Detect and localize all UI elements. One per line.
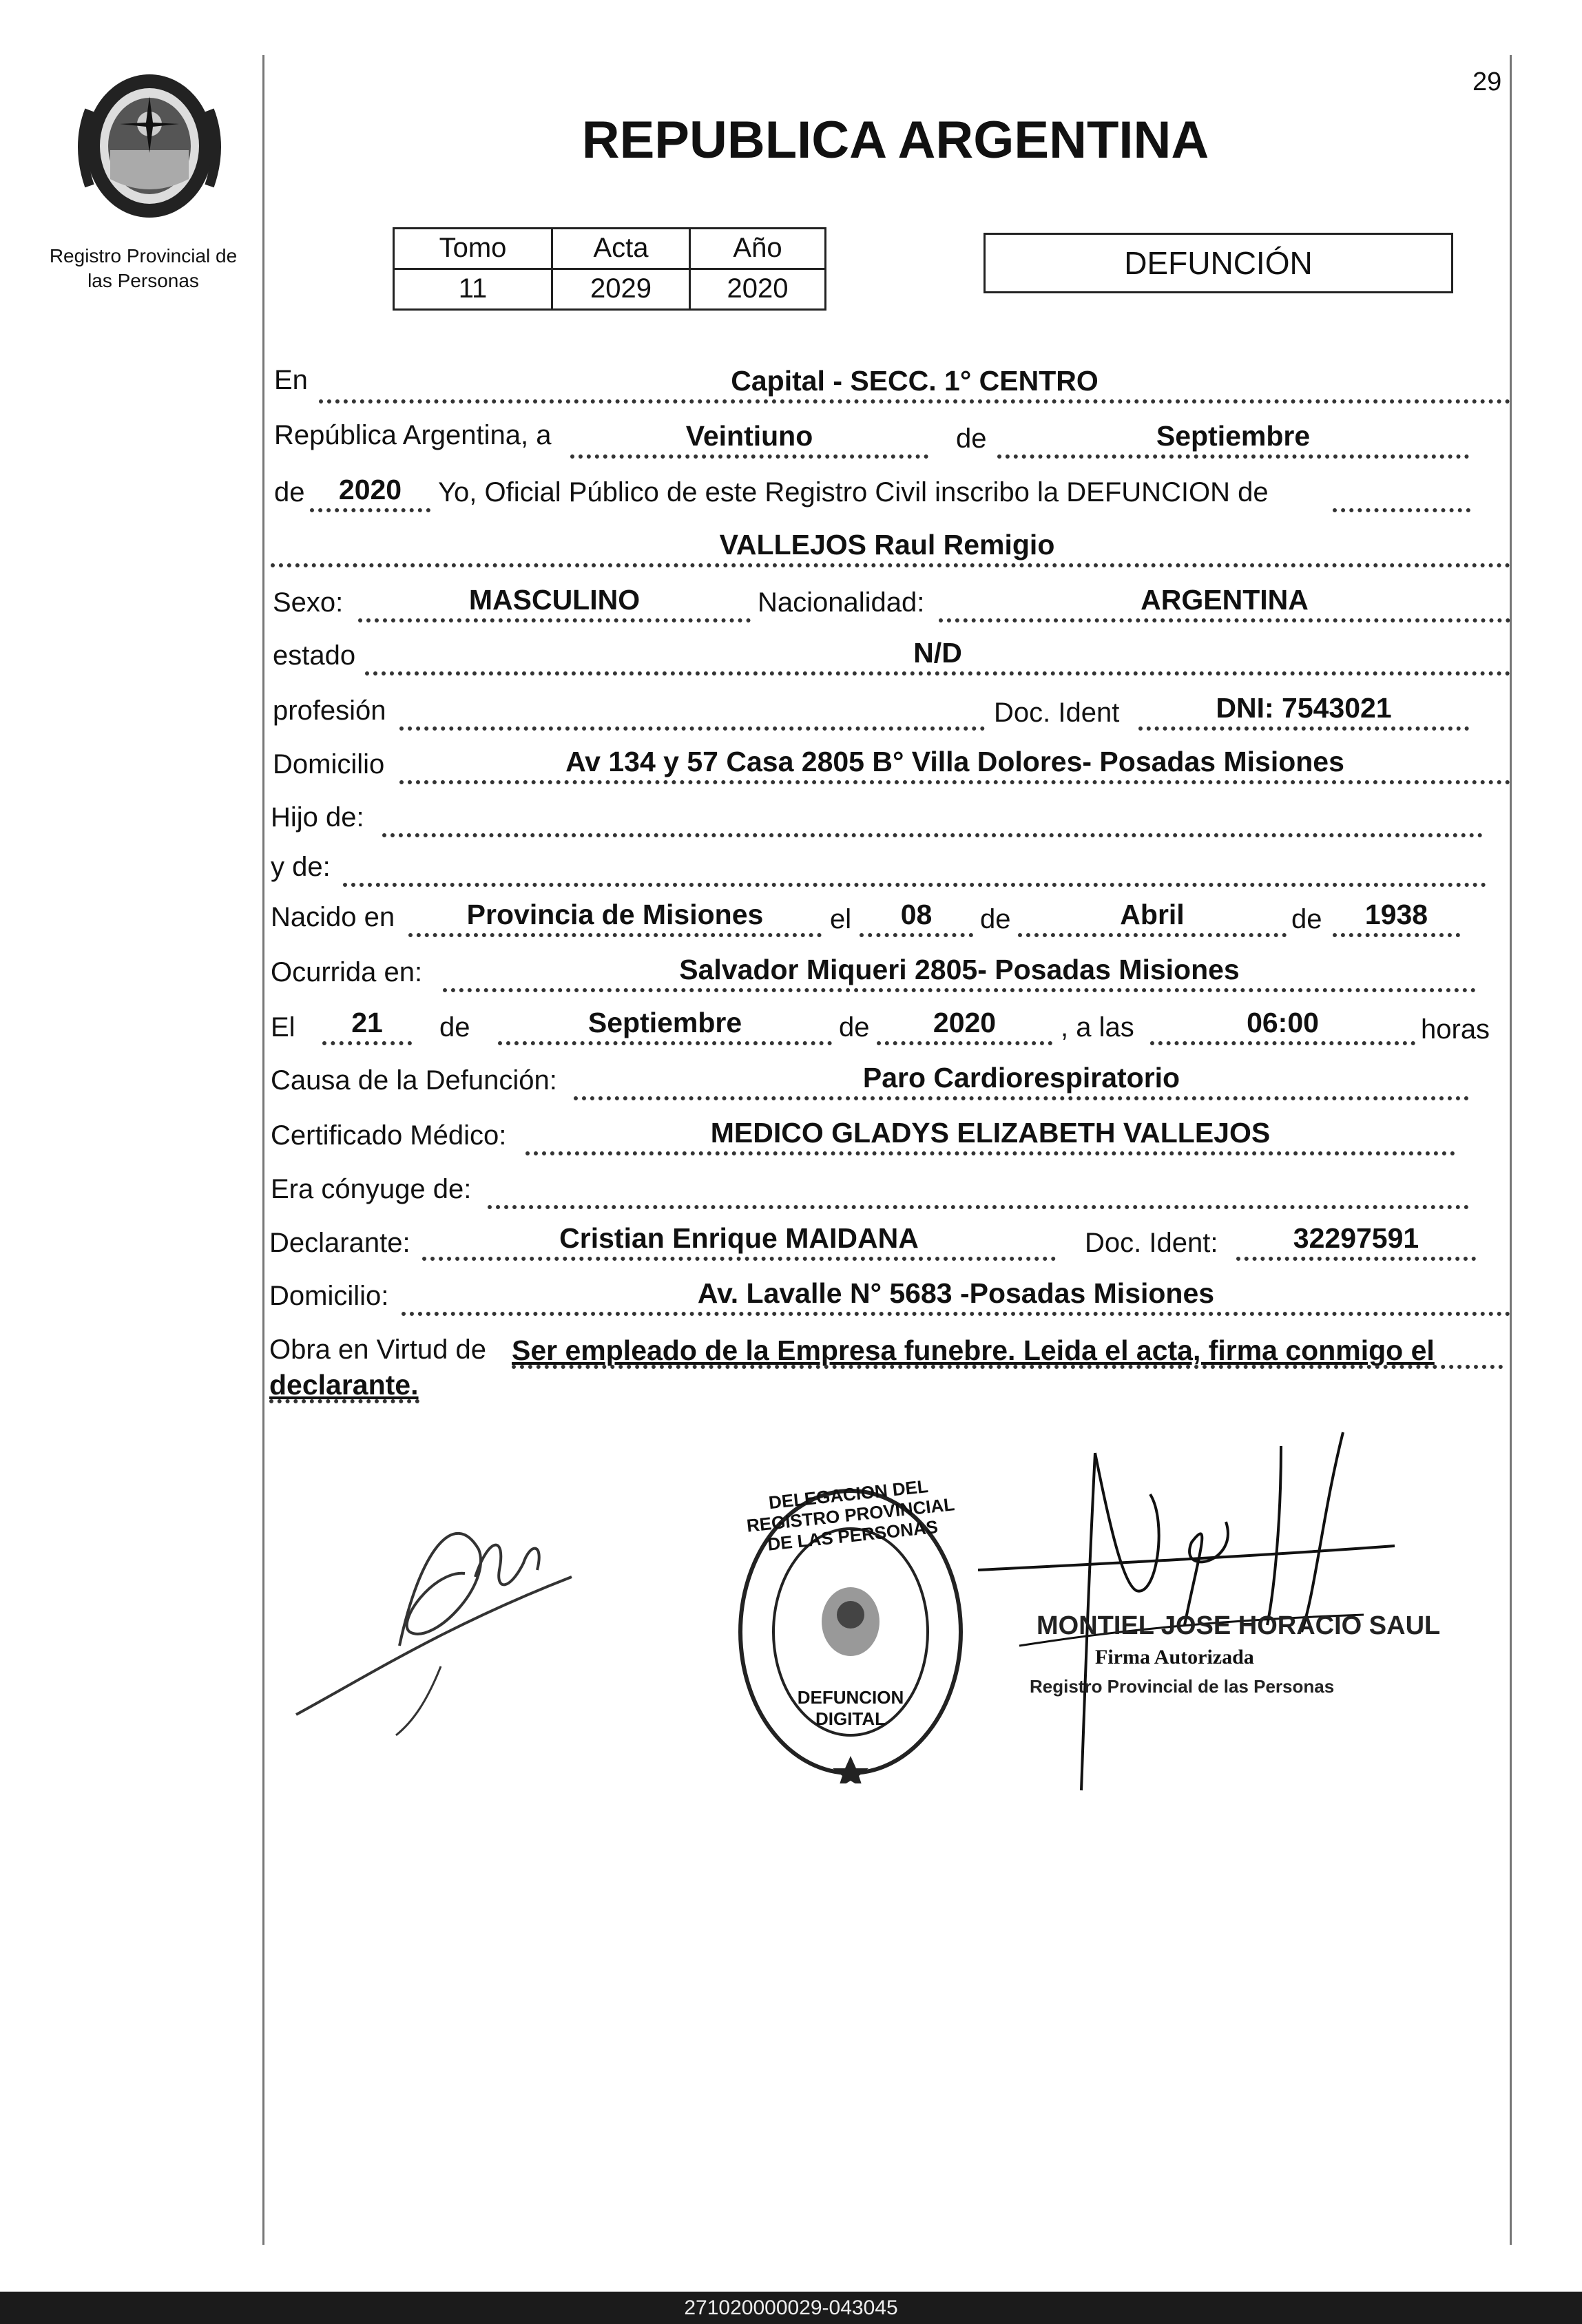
label-obra-en-virtud: Obra en Virtud de	[269, 1334, 487, 1365]
line-declarante-doc	[1236, 1257, 1476, 1261]
label-doc-ident: Doc. Ident	[994, 698, 1120, 728]
line-defuncion-anio	[877, 1041, 1052, 1045]
label-conyuge: Era cónyuge de:	[271, 1174, 472, 1204]
label-ocurrida-en: Ocurrida en:	[271, 957, 423, 987]
label-en: En	[274, 365, 308, 395]
declarant-signature	[269, 1446, 654, 1763]
label-republica: República Argentina, a	[274, 420, 552, 450]
line-declarante	[422, 1257, 1056, 1261]
value-nacimiento-dia: 08	[900, 899, 933, 930]
label-nacionalidad: Nacionalidad:	[758, 587, 925, 618]
value-obra-line1: Ser empleado de la Empresa funebre. Leida el acta, firma conmigo el	[512, 1334, 1435, 1366]
table-value-anio: 2020	[689, 268, 826, 311]
line-lugar	[319, 399, 1510, 404]
label-doc-ident-declarante: Doc. Ident:	[1085, 1228, 1218, 1258]
line-sexo	[358, 618, 751, 622]
label-de-defuncion-mes: de	[439, 1012, 470, 1043]
province-seal-logo	[76, 69, 224, 224]
value-obra-line2: declarante.	[269, 1369, 419, 1401]
value-lugar: Capital - SECC. 1° CENTRO	[731, 365, 1099, 397]
value-defuncion-dia: 21	[351, 1007, 383, 1038]
label-declarante: Declarante:	[269, 1228, 410, 1258]
label-domicilio: Domicilio	[273, 749, 385, 779]
official-name: MONTIEL JOSE HORACIO SAUL	[1037, 1611, 1441, 1640]
value-hora: 06:00	[1247, 1007, 1319, 1038]
line-ocurrida-en	[443, 988, 1476, 992]
label-profesion: profesión	[273, 695, 386, 726]
table-value-tomo: 11	[393, 268, 553, 311]
value-ocurrida-en: Salvador Miqueri 2805- Posadas Misiones	[679, 954, 1240, 985]
value-declarante: Cristian Enrique MAIDANA	[559, 1222, 919, 1254]
value-defuncion-anio: 2020	[933, 1007, 997, 1038]
line-causa	[574, 1096, 1469, 1100]
value-certificado: MEDICO GLADYS ELIZABETH VALLEJOS	[710, 1117, 1271, 1149]
value-defuncion-mes: Septiembre	[587, 1007, 742, 1038]
value-nacido-en: Provincia de Misiones	[466, 899, 764, 930]
stamp-inner-text: DEFUNCION DIGITAL	[797, 1687, 904, 1729]
country-title: REPUBLICA ARGENTINA	[581, 111, 1209, 169]
line-domicilio	[399, 780, 1510, 784]
label-de-nacimiento-anio: de	[1291, 904, 1322, 934]
line-obra-line1	[512, 1365, 1503, 1369]
line-nacimiento-anio	[1333, 933, 1460, 937]
value-nacionalidad: ARGENTINA	[1141, 584, 1309, 616]
label-de-nacimiento-mes: de	[980, 904, 1011, 934]
line-obra-line2	[269, 1399, 419, 1403]
line-declarante-domicilio	[402, 1312, 1510, 1316]
registry-name-line2: las Personas	[87, 270, 199, 291]
page-number: 29	[1472, 67, 1502, 96]
line-after-oficial	[1333, 508, 1470, 512]
line-hijo-de	[382, 833, 1483, 837]
label-yo-oficial: Yo, Oficial Público de este Registro Civil inscribo la DEFUNCION de	[438, 477, 1269, 507]
footer-barcode-code: 271020000029-043045	[0, 2292, 1582, 2324]
value-nacimiento-anio: 1938	[1364, 899, 1428, 930]
value-mes: Septiembre	[1156, 420, 1311, 452]
line-dia-letras	[570, 454, 928, 459]
label-horas: horas	[1421, 1014, 1490, 1045]
line-nacionalidad	[939, 618, 1510, 622]
value-domicilio: Av 134 y 57 Casa 2805 B° Villa Dolores- Posadas Misiones	[565, 746, 1344, 777]
official-org: Registro Provincial de las Personas	[1030, 1676, 1335, 1697]
label-a-las: , a las	[1061, 1012, 1134, 1043]
line-anio	[310, 508, 430, 512]
label-domicilio-declarante: Domicilio:	[269, 1281, 389, 1311]
label-de-mes: de	[956, 423, 987, 454]
registry-name-line1: Registro Provincial de	[49, 245, 238, 266]
value-declarante-domicilio: Av. Lavalle N° 5683 -Posadas Misiones	[697, 1277, 1215, 1309]
label-sexo: Sexo:	[273, 587, 344, 618]
line-estado	[365, 671, 1510, 676]
line-nacimiento-dia	[860, 933, 973, 937]
line-documento	[1138, 726, 1469, 731]
table-header-acta: Acta	[551, 227, 691, 270]
label-hijo-de: Hijo de:	[271, 802, 364, 833]
line-profesion	[399, 726, 985, 731]
label-de-defuncion-anio: de	[839, 1012, 870, 1043]
value-nombre: VALLEJOS Raul Remigio	[719, 529, 1055, 561]
line-y-de	[343, 883, 1486, 887]
label-el-defuncion: El	[271, 1012, 295, 1043]
value-causa: Paro Cardiorespiratorio	[862, 1062, 1180, 1093]
document-type-box: DEFUNCIÓN	[983, 233, 1453, 293]
line-hora	[1150, 1041, 1415, 1045]
label-estado: estado	[273, 640, 356, 671]
label-de-anio: de	[274, 477, 305, 507]
label-certificado: Certificado Médico:	[271, 1120, 507, 1151]
stamp-text: DELEGACION DEL REGISTRO PROVINCIAL DE LAS PERSONAS	[745, 1476, 956, 1555]
label-nacido-en: Nacido en	[271, 902, 395, 932]
line-nacido-en	[408, 933, 822, 937]
line-defuncion-dia	[322, 1041, 412, 1045]
table-header-tomo: Tomo	[393, 227, 553, 270]
official-title: Firma Autorizada	[1095, 1646, 1254, 1668]
table-value-acta: 2029	[551, 268, 691, 311]
registry-stamp	[730, 1476, 971, 1783]
label-causa: Causa de la Defunción:	[271, 1065, 557, 1096]
value-nacimiento-mes: Abril	[1120, 899, 1185, 930]
line-conyuge	[488, 1205, 1469, 1209]
line-nombre	[271, 563, 1510, 567]
left-margin-line	[262, 55, 264, 2245]
value-declarante-doc: 32297591	[1293, 1222, 1419, 1254]
line-nacimiento-mes	[1018, 933, 1287, 937]
value-sexo: MASCULINO	[468, 584, 641, 616]
value-anio: 2020	[338, 474, 402, 505]
label-y-de: y de:	[271, 852, 331, 882]
value-documento: DNI: 7543021	[1216, 692, 1392, 724]
value-estado: N/D	[913, 637, 962, 669]
value-dia-letras: Veintiuno	[685, 420, 813, 452]
line-certificado	[525, 1151, 1455, 1155]
label-el-nacimiento: el	[830, 904, 852, 934]
line-mes	[997, 454, 1469, 459]
line-defuncion-mes	[498, 1041, 832, 1045]
table-header-anio: Año	[689, 227, 826, 270]
